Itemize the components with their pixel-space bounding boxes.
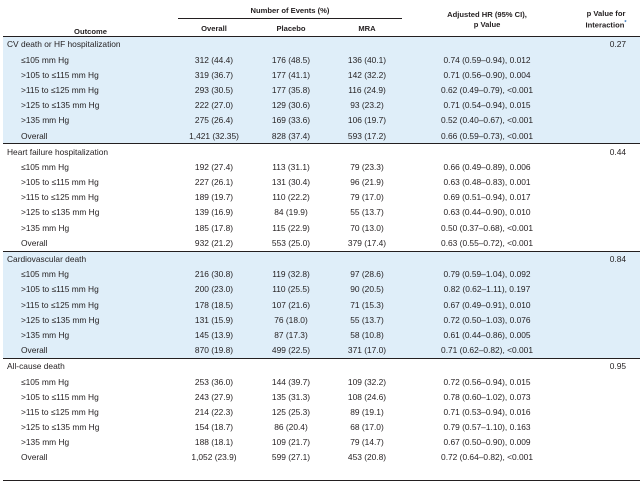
table-row: [3, 175, 640, 190]
table-row: [3, 420, 640, 435]
header-p-line1: p Value for: [586, 9, 626, 19]
table-header: [3, 4, 640, 37]
cell-adjusted-hr: 0.74 (0.59–0.94), 0.012: [402, 52, 572, 67]
cell-mra: 89 (19.1): [350, 406, 384, 417]
cell-overall: 192 (27.4): [194, 161, 234, 172]
row-label: >125 to ≤135 mm Hg: [21, 422, 100, 433]
empty-cell: [572, 405, 640, 420]
cell-mra: 453 (20.8): [347, 452, 387, 463]
row-label: Overall: [3, 128, 178, 144]
section-title-row: [3, 358, 640, 374]
row-label: >105 to ≤115 mm Hg: [3, 282, 178, 297]
header-p-line2: [572, 20, 640, 31]
cell-mra: 71 (15.3): [332, 297, 402, 312]
empty-cell: [572, 205, 640, 220]
header-adjusted-hr: [402, 4, 572, 37]
cell-adjusted-hr: 0.63 (0.48–0.83), 0.001: [443, 177, 531, 188]
empty-cell: [572, 450, 640, 465]
cell-adjusted-hr: 0.71 (0.62–0.82), <0.001: [402, 343, 572, 359]
row-label: ≤105 mm Hg: [3, 267, 178, 282]
cell-overall: 312 (44.4): [178, 52, 250, 67]
cell-mra: 58 (10.8): [332, 328, 402, 343]
cell-overall: 189 (19.7): [194, 192, 234, 203]
p-interaction-value: 0.84: [572, 251, 640, 267]
cell-adjusted-hr: 0.71 (0.56–0.90), 0.004: [402, 67, 572, 82]
cell-mra: 79 (14.7): [350, 437, 384, 448]
cell-placebo: 599 (27.1): [271, 452, 311, 463]
empty-cell: [572, 282, 640, 297]
empty-cell: [572, 435, 640, 450]
empty-cell: [572, 297, 640, 312]
table-row: [3, 98, 640, 113]
table-row: [3, 435, 640, 450]
cell-adjusted-hr: 0.72 (0.50–1.03), 0.076: [402, 312, 572, 327]
table-row: [3, 297, 640, 312]
table-row: [3, 160, 640, 175]
section-title: All-cause death: [3, 358, 572, 374]
cell-placebo: 87 (17.3): [250, 328, 332, 343]
outcomes-table: [3, 4, 640, 465]
row-label: >135 mm Hg: [3, 328, 178, 343]
row-label: >115 to ≤125 mm Hg: [21, 192, 99, 203]
row-label: >105 to ≤115 mm Hg: [3, 67, 178, 82]
cell-placebo: 135 (31.3): [271, 391, 311, 402]
cell-placebo: 499 (22.5): [250, 343, 332, 359]
table-body: [3, 37, 640, 466]
empty-cell: [572, 83, 640, 98]
cell-overall: 178 (18.5): [178, 297, 250, 312]
cell-overall: 243 (27.9): [194, 391, 234, 402]
cell-adjusted-hr: 0.50 (0.37–0.68), <0.001: [441, 222, 533, 233]
table-row: [3, 267, 640, 282]
header-overall: Overall: [178, 19, 250, 37]
cell-adjusted-hr: 0.67 (0.50–0.90), 0.009: [443, 437, 531, 448]
cell-placebo: 107 (21.6): [250, 297, 332, 312]
row-label: >115 to ≤125 mm Hg: [3, 83, 178, 98]
cell-overall: 214 (22.3): [194, 406, 234, 417]
table-row: [3, 374, 640, 389]
table-row: [3, 312, 640, 327]
table-row: [3, 405, 640, 420]
empty-cell: [572, 160, 640, 175]
empty-cell: [572, 52, 640, 67]
row-label: ≤105 mm Hg: [21, 161, 69, 172]
cell-overall: 932 (21.2): [194, 237, 234, 248]
header-p-interaction: [572, 4, 640, 37]
cell-mra: 136 (40.1): [332, 52, 402, 67]
cell-overall: 293 (30.5): [178, 83, 250, 98]
cell-placebo: 109 (21.7): [271, 437, 311, 448]
p-interaction-value: 0.95: [572, 358, 640, 374]
cell-adjusted-hr: 0.78 (0.60–1.02), 0.073: [443, 391, 531, 402]
cell-overall: 200 (23.0): [178, 282, 250, 297]
section-title-row: [3, 251, 640, 267]
row-label: >105 to ≤115 mm Hg: [21, 177, 99, 188]
cell-placebo: 828 (37.4): [250, 128, 332, 144]
cell-mra: 90 (20.5): [332, 282, 402, 297]
cell-adjusted-hr: 0.72 (0.56–0.94), 0.015: [443, 376, 531, 387]
cell-adjusted-hr: 0.79 (0.57–1.10), 0.163: [443, 422, 531, 433]
empty-cell: [572, 389, 640, 404]
cell-mra: 106 (19.7): [332, 113, 402, 128]
cell-adjusted-hr: 0.52 (0.40–0.67), <0.001: [402, 113, 572, 128]
empty-cell: [572, 175, 640, 190]
table-row: [3, 235, 640, 251]
cell-mra: 371 (17.0): [332, 343, 402, 359]
cell-mra: 108 (24.6): [347, 391, 387, 402]
table-row: [3, 113, 640, 128]
cell-mra: 70 (13.0): [350, 222, 384, 233]
cell-overall: 1,421 (32.35): [178, 128, 250, 144]
cell-overall: 227 (26.1): [194, 177, 234, 188]
cell-mra: 97 (28.6): [332, 267, 402, 282]
section-title: Cardiovascular death: [3, 251, 572, 267]
row-label: >115 to ≤125 mm Hg: [3, 297, 178, 312]
cell-mra: 55 (13.7): [350, 207, 384, 218]
cell-adjusted-hr: 0.66 (0.59–0.73), <0.001: [402, 128, 572, 144]
table-row: [3, 128, 640, 144]
cell-placebo: 76 (18.0): [250, 312, 332, 327]
empty-cell: [572, 190, 640, 205]
cell-adjusted-hr: 0.63 (0.55–0.72), <0.001: [441, 237, 533, 248]
cell-overall: 188 (18.1): [194, 437, 234, 448]
table-row: [3, 343, 640, 359]
cell-adjusted-hr: 0.82 (0.62–1.11), 0.197: [402, 282, 572, 297]
empty-cell: [572, 420, 640, 435]
cell-placebo: 553 (25.0): [271, 237, 311, 248]
header-hr-line2: p Value: [473, 20, 501, 29]
cell-placebo: 177 (35.8): [250, 83, 332, 98]
row-label: >105 to ≤115 mm Hg: [21, 391, 99, 402]
cell-overall: 216 (30.8): [178, 267, 250, 282]
cell-adjusted-hr: 0.61 (0.44–0.86), 0.005: [402, 328, 572, 343]
empty-cell: [572, 113, 640, 128]
section-title-row: [3, 144, 640, 160]
cell-overall: 253 (36.0): [194, 376, 234, 387]
cell-overall: 145 (13.9): [178, 328, 250, 343]
cell-mra: 93 (23.2): [332, 98, 402, 113]
row-label: >135 mm Hg: [3, 113, 178, 128]
section-title-row: [3, 37, 640, 53]
cell-overall: 139 (16.9): [194, 207, 234, 218]
cell-overall: 222 (27.0): [178, 98, 250, 113]
empty-cell: [572, 267, 640, 282]
cell-adjusted-hr: 0.71 (0.54–0.94), 0.015: [402, 98, 572, 113]
cell-placebo: 131 (30.4): [271, 177, 311, 188]
cell-overall: 319 (36.7): [178, 67, 250, 82]
p-interaction-value: 0.27: [572, 37, 640, 53]
cell-placebo: 110 (25.5): [250, 282, 332, 297]
cell-overall: 185 (17.8): [194, 222, 234, 233]
header-events-group: Number of Events (%): [178, 4, 402, 19]
cell-mra: 593 (17.2): [332, 128, 402, 144]
row-label: ≤105 mm Hg: [3, 52, 178, 67]
table-row: [3, 220, 640, 235]
header-mra: MRA: [332, 19, 402, 37]
cell-overall: 275 (26.4): [178, 113, 250, 128]
row-label: >125 to ≤135 mm Hg: [21, 207, 100, 218]
cell-mra: 116 (24.9): [332, 83, 402, 98]
empty-cell: [572, 98, 640, 113]
header-p-line2-text: Interaction: [585, 20, 625, 30]
cell-placebo: 169 (33.6): [250, 113, 332, 128]
cell-placebo: 86 (20.4): [274, 422, 308, 433]
row-label: >135 mm Hg: [21, 437, 70, 448]
cell-adjusted-hr: 0.79 (0.59–1.04), 0.092: [402, 267, 572, 282]
empty-cell: [572, 235, 640, 251]
cell-adjusted-hr: 0.66 (0.49–0.89), 0.006: [443, 161, 531, 172]
row-label: >115 to ≤125 mm Hg: [21, 406, 99, 417]
cell-mra: 68 (17.0): [350, 422, 384, 433]
footnote-marker: *: [624, 19, 627, 26]
header-placebo: Placebo: [250, 19, 332, 37]
empty-cell: [572, 67, 640, 82]
table-row: [3, 328, 640, 343]
cell-placebo: 84 (19.9): [274, 207, 308, 218]
empty-cell: [572, 374, 640, 389]
cell-placebo: 177 (41.1): [250, 67, 332, 82]
cell-overall: 131 (15.9): [178, 312, 250, 327]
cell-overall: 1,052 (23.9): [191, 452, 237, 463]
table-row: [3, 190, 640, 205]
header-hr-line1: Adjusted HR (95% CI),: [447, 9, 527, 19]
row-label: >135 mm Hg: [21, 222, 70, 233]
cell-adjusted-hr: 0.62 (0.49–0.79), <0.001: [402, 83, 572, 98]
cell-overall: 870 (19.8): [178, 343, 250, 359]
header-outcome: Outcome: [3, 4, 178, 37]
row-label: Overall: [21, 452, 48, 463]
cell-mra: 55 (13.7): [332, 312, 402, 327]
cell-placebo: 129 (30.6): [250, 98, 332, 113]
table-row: [3, 282, 640, 297]
cell-mra: 79 (23.3): [350, 161, 384, 172]
cell-placebo: 125 (25.3): [271, 406, 311, 417]
row-label: ≤105 mm Hg: [21, 376, 69, 387]
cell-adjusted-hr: 0.63 (0.44–0.90), 0.010: [443, 207, 531, 218]
cell-placebo: 110 (22.2): [272, 192, 310, 203]
row-label: Overall: [21, 237, 48, 248]
empty-cell: [572, 220, 640, 235]
cell-placebo: 115 (22.9): [272, 222, 310, 233]
cell-adjusted-hr: 0.72 (0.64–0.82), <0.001: [441, 452, 533, 463]
p-interaction-value: 0.44: [572, 144, 640, 160]
table-row: [3, 450, 640, 465]
cell-placebo: 144 (39.7): [271, 376, 311, 387]
empty-cell: [572, 343, 640, 359]
cell-overall: 154 (18.7): [194, 422, 234, 433]
row-label: >125 to ≤135 mm Hg: [3, 98, 178, 113]
cell-mra: 96 (21.9): [350, 177, 384, 188]
table-row: [3, 389, 640, 404]
cell-placebo: 176 (48.5): [250, 52, 332, 67]
empty-cell: [572, 128, 640, 144]
cell-mra: 142 (32.2): [332, 67, 402, 82]
cell-mra: 79 (17.0): [350, 192, 384, 203]
table-row: [3, 67, 640, 82]
cell-adjusted-hr: 0.71 (0.53–0.94), 0.016: [443, 406, 531, 417]
cell-adjusted-hr: 0.69 (0.51–0.94), 0.017: [443, 192, 531, 203]
cell-mra: 379 (17.4): [347, 237, 387, 248]
cell-mra: 109 (32.2): [347, 376, 387, 387]
bottom-rule: [3, 480, 640, 481]
row-label: Overall: [3, 343, 178, 359]
cell-placebo: 113 (31.1): [272, 161, 310, 172]
table-row: [3, 83, 640, 98]
empty-cell: [572, 328, 640, 343]
empty-cell: [572, 312, 640, 327]
row-label: >125 to ≤135 mm Hg: [3, 312, 178, 327]
table-row: [3, 52, 640, 67]
section-title: Heart failure hospitalization: [3, 144, 572, 160]
section-title: CV death or HF hospitalization: [3, 37, 572, 53]
table-row: [3, 205, 640, 220]
cell-placebo: 119 (32.8): [250, 267, 332, 282]
cell-adjusted-hr: 0.67 (0.49–0.91), 0.010: [402, 297, 572, 312]
